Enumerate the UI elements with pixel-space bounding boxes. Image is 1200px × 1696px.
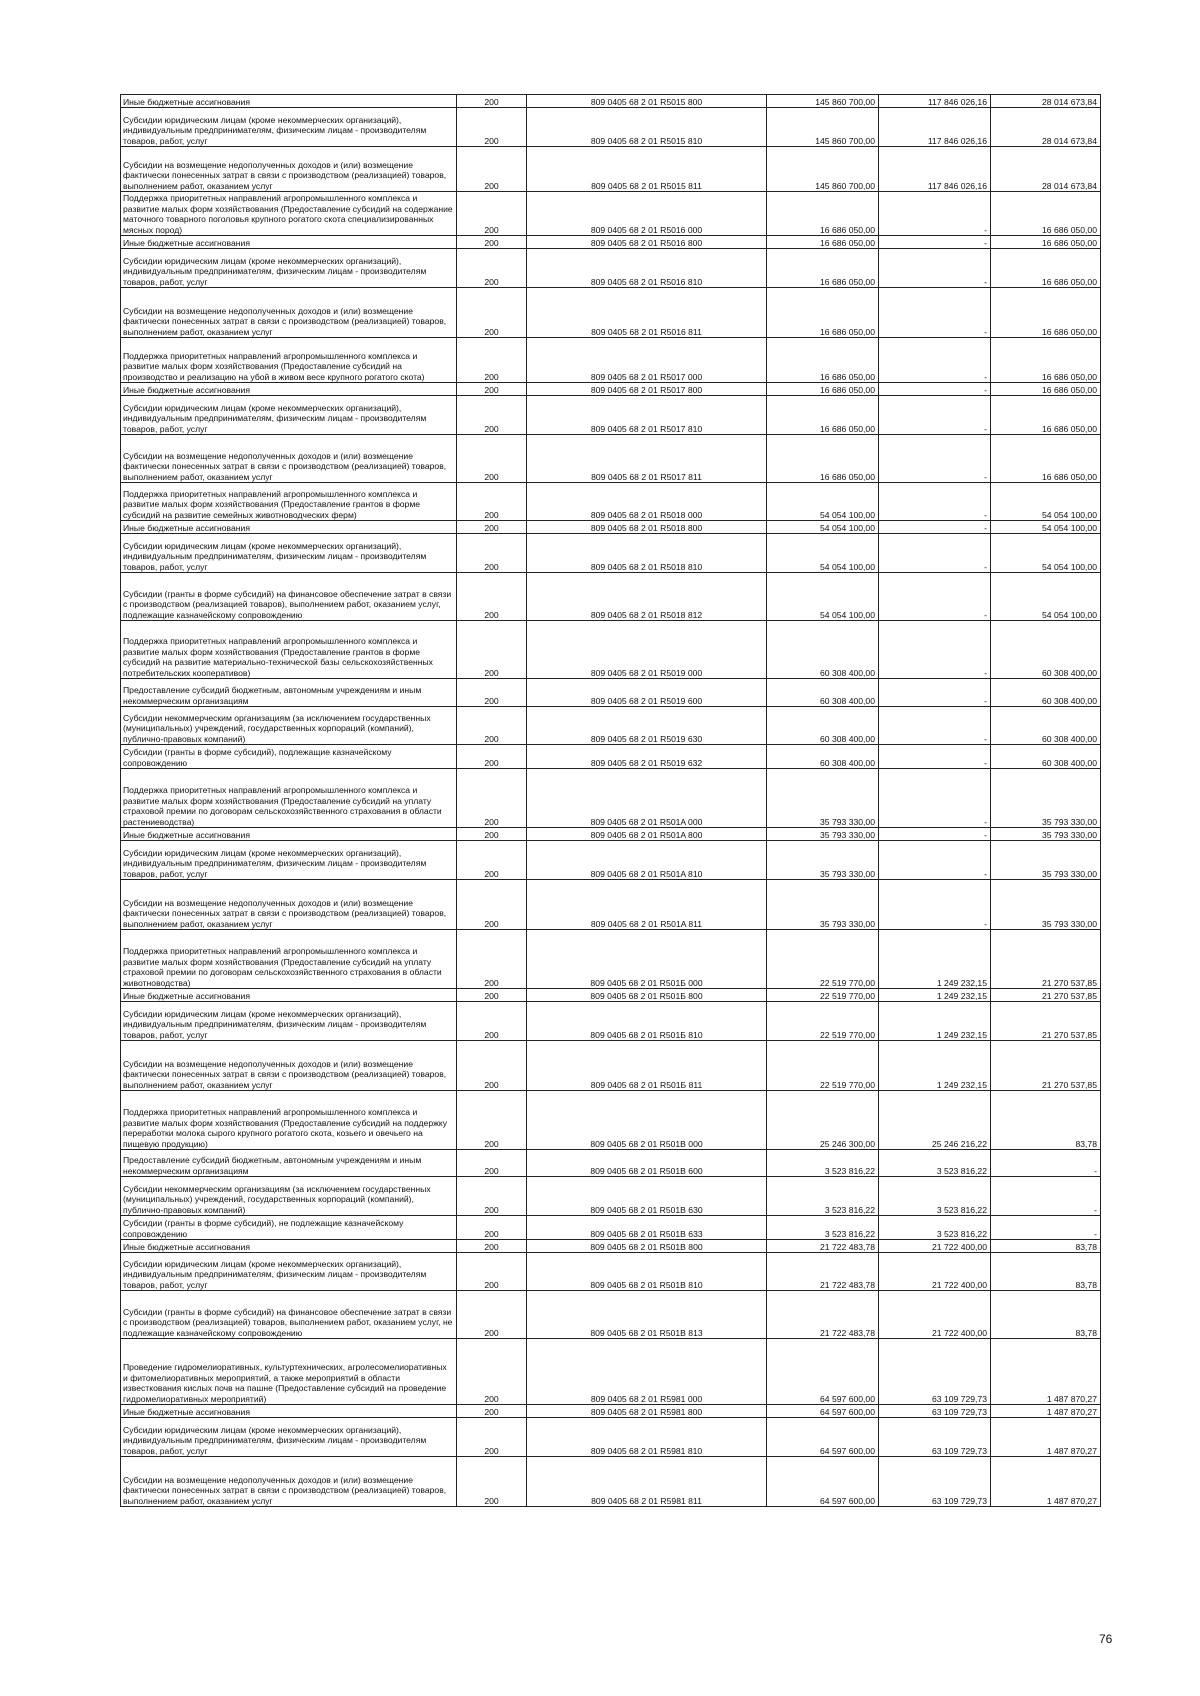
row-unexecuted-amount: 54 054 100,00	[991, 521, 1101, 534]
row-description: Иные бюджетные ассигнования	[121, 383, 457, 396]
row-description: Иные бюджетные ассигнования	[121, 1240, 457, 1253]
row-unexecuted-amount: -	[991, 1177, 1101, 1216]
row-approved-amount: 21 722 483,78	[767, 1240, 879, 1253]
row-description: Иные бюджетные ассигнования	[121, 95, 457, 108]
row-classification-code: 809 0405 68 2 01 R5019 000	[527, 621, 767, 679]
row-approved-amount: 21 722 483,78	[767, 1253, 879, 1291]
table-row	[121, 1339, 1101, 1405]
row-description: Поддержка приоритетных направлений агропромышленного комплекса и развитие малых форм хозяйствования (Предоставление субсидий на уплату страховой премии по договорам сельскохозяйственного страхования в области животноводства)	[121, 930, 457, 989]
row-executed-amount: 1 249 232,15	[879, 989, 991, 1002]
row-executed-amount: -	[879, 396, 991, 435]
row-unexecuted-amount: 35 793 330,00	[991, 769, 1101, 828]
row-classification-code: 809 0405 68 2 01 R5016 810	[527, 249, 767, 288]
row-executed-amount: 63 109 729,73	[879, 1457, 991, 1507]
row-code: 200	[457, 1405, 527, 1418]
row-classification-code: 809 0405 68 2 01 R501A 800	[527, 828, 767, 841]
row-classification-code: 809 0405 68 2 01 R501В 600	[527, 1150, 767, 1177]
budget-execution-table	[120, 94, 1101, 1507]
row-approved-amount: 35 793 330,00	[767, 828, 879, 841]
row-code: 200	[457, 288, 527, 338]
row-unexecuted-amount: 54 054 100,00	[991, 534, 1101, 573]
row-description: Поддержка приоритетных направлений агропромышленного комплекса и развитие малых форм хозяйствования (Предоставление субсидий на производство и реализацию на убой в живом весе крупного рогатого скота)	[121, 338, 457, 383]
table-row	[121, 1240, 1101, 1253]
row-description: Субсидии юридическим лицам (кроме некоммерческих организаций), индивидуальным предпринимателям, физическим лицам - производителям товаров, работ, услуг	[121, 108, 457, 147]
row-unexecuted-amount: 28 014 673,84	[991, 108, 1101, 147]
table-row	[121, 435, 1101, 483]
row-classification-code: 809 0405 68 2 01 R5018 812	[527, 573, 767, 621]
row-classification-code: 809 0405 68 2 01 R5981 800	[527, 1405, 767, 1418]
row-executed-amount: -	[879, 679, 991, 707]
table-row	[121, 1041, 1101, 1091]
row-code: 200	[457, 1253, 527, 1291]
row-classification-code: 809 0405 68 2 01 R501В 633	[527, 1216, 767, 1240]
row-code: 200	[457, 396, 527, 435]
row-unexecuted-amount: 21 270 537,85	[991, 930, 1101, 989]
table-row	[121, 679, 1101, 707]
row-approved-amount: 16 686 050,00	[767, 236, 879, 249]
table-row	[121, 707, 1101, 745]
row-executed-amount: -	[879, 828, 991, 841]
row-description: Предоставление субсидий бюджетным, автономным учреждениям и иным некоммерческим организациям	[121, 679, 457, 707]
row-approved-amount: 54 054 100,00	[767, 483, 879, 521]
row-executed-amount: 25 246 216,22	[879, 1091, 991, 1150]
row-executed-amount: -	[879, 236, 991, 249]
row-approved-amount: 16 686 050,00	[767, 288, 879, 338]
row-executed-amount: 63 109 729,73	[879, 1339, 991, 1405]
row-approved-amount: 16 686 050,00	[767, 383, 879, 396]
row-code: 200	[457, 435, 527, 483]
row-description: Проведение гидромелиоративных, культуртехнических, агролесомелиоративных и фитомелиоративных мероприятий, а также мероприятий в области известкования кислых почв на пашне (Предоставление субсидий на проведение гидромелиоративных мероприятий)	[121, 1339, 457, 1405]
row-code: 200	[457, 483, 527, 521]
row-unexecuted-amount: 16 686 050,00	[991, 383, 1101, 396]
row-code: 200	[457, 534, 527, 573]
table-row	[121, 1091, 1101, 1150]
row-code: 200	[457, 1091, 527, 1150]
table-row	[121, 236, 1101, 249]
row-description: Субсидии (гранты в форме субсидий), не подлежащие казначейскому сопровождению	[121, 1216, 457, 1240]
row-description: Субсидии юридическим лицам (кроме некоммерческих организаций), индивидуальным предпринимателям, физическим лицам - производителям товаров, работ, услуг	[121, 396, 457, 435]
table-row	[121, 1418, 1101, 1457]
row-approved-amount: 21 722 483,78	[767, 1291, 879, 1339]
row-classification-code: 809 0405 68 2 01 R5018 000	[527, 483, 767, 521]
row-executed-amount: -	[879, 521, 991, 534]
row-classification-code: 809 0405 68 2 01 R501Б 800	[527, 989, 767, 1002]
row-executed-amount: -	[879, 534, 991, 573]
row-approved-amount: 60 308 400,00	[767, 707, 879, 745]
table-row	[121, 288, 1101, 338]
row-description: Поддержка приоритетных направлений агропромышленного комплекса и развитие малых форм хозяйствования (Предоставление субсидий на уплату страховой премии по договорам сельскохозяйственного страхования в области растениеводства)	[121, 769, 457, 828]
row-executed-amount: 1 249 232,15	[879, 930, 991, 989]
row-classification-code: 809 0405 68 2 01 R501A 000	[527, 769, 767, 828]
row-unexecuted-amount: 16 686 050,00	[991, 338, 1101, 383]
row-description: Субсидии некоммерческим организациям (за исключением государственных (муниципальных) учреждений, государственных корпораций (компаний), публично-правовых компаний)	[121, 1177, 457, 1216]
row-unexecuted-amount: 1 487 870,27	[991, 1457, 1101, 1507]
row-approved-amount: 54 054 100,00	[767, 534, 879, 573]
table-body	[121, 95, 1101, 1507]
row-approved-amount: 35 793 330,00	[767, 880, 879, 930]
row-executed-amount: 63 109 729,73	[879, 1418, 991, 1457]
row-unexecuted-amount: 1 487 870,27	[991, 1339, 1101, 1405]
row-classification-code: 809 0405 68 2 01 R501Б 000	[527, 930, 767, 989]
row-code: 200	[457, 95, 527, 108]
row-description: Иные бюджетные ассигнования	[121, 236, 457, 249]
table-row	[121, 338, 1101, 383]
row-code: 200	[457, 1339, 527, 1405]
row-unexecuted-amount: 83,78	[991, 1091, 1101, 1150]
row-executed-amount: -	[879, 288, 991, 338]
table-row	[121, 1457, 1101, 1507]
row-unexecuted-amount: 16 686 050,00	[991, 236, 1101, 249]
row-executed-amount: -	[879, 707, 991, 745]
row-approved-amount: 64 597 600,00	[767, 1339, 879, 1405]
row-code: 200	[457, 1291, 527, 1339]
row-unexecuted-amount: 60 308 400,00	[991, 745, 1101, 769]
row-code: 200	[457, 383, 527, 396]
row-classification-code: 809 0405 68 2 01 R5019 632	[527, 745, 767, 769]
row-executed-amount: -	[879, 841, 991, 880]
row-approved-amount: 22 519 770,00	[767, 989, 879, 1002]
table-row	[121, 95, 1101, 108]
table-row	[121, 745, 1101, 769]
row-unexecuted-amount: 35 793 330,00	[991, 841, 1101, 880]
row-classification-code: 809 0405 68 2 01 R5981 000	[527, 1339, 767, 1405]
row-unexecuted-amount: 28 014 673,84	[991, 147, 1101, 192]
row-description: Субсидии на возмещение недополученных доходов и (или) возмещение фактически понесенных затрат в связи с производством (реализацией) товаров, выполнением работ, оказанием услуг	[121, 880, 457, 930]
table-row	[121, 521, 1101, 534]
row-code: 200	[457, 1418, 527, 1457]
row-description: Поддержка приоритетных направлений агропромышленного комплекса и развитие малых форм хозяйствования (Предоставление субсидий на поддержку переработки молока сырого крупного рогатого скота, козьего и овечьего на пищевую продукцию)	[121, 1091, 457, 1150]
row-approved-amount: 16 686 050,00	[767, 435, 879, 483]
row-approved-amount: 22 519 770,00	[767, 1002, 879, 1041]
row-executed-amount: 21 722 400,00	[879, 1240, 991, 1253]
row-classification-code: 809 0405 68 2 01 R501A 810	[527, 841, 767, 880]
table-row	[121, 383, 1101, 396]
row-executed-amount: -	[879, 383, 991, 396]
row-approved-amount: 35 793 330,00	[767, 769, 879, 828]
row-unexecuted-amount: 16 686 050,00	[991, 192, 1101, 236]
table-row	[121, 573, 1101, 621]
row-classification-code: 809 0405 68 2 01 R5016 800	[527, 236, 767, 249]
row-code: 200	[457, 880, 527, 930]
row-approved-amount: 145 860 700,00	[767, 147, 879, 192]
row-classification-code: 809 0405 68 2 01 R501В 813	[527, 1291, 767, 1339]
row-executed-amount: 21 722 400,00	[879, 1253, 991, 1291]
row-unexecuted-amount: 54 054 100,00	[991, 483, 1101, 521]
row-unexecuted-amount: 60 308 400,00	[991, 679, 1101, 707]
row-executed-amount: 117 846 026,16	[879, 108, 991, 147]
row-description: Субсидии на возмещение недополученных доходов и (или) возмещение фактически понесенных затрат в связи с производством (реализацией) товаров, выполнением работ, оказанием услуг	[121, 435, 457, 483]
row-description: Субсидии (гранты в форме субсидий) на финансовое обеспечение затрат в связи с производством (реализацией) товаров, выполнением работ, оказанием услуг, не подлежащие казначейскому сопровождению	[121, 1291, 457, 1339]
row-approved-amount: 3 523 816,22	[767, 1150, 879, 1177]
row-description: Субсидии (гранты в форме субсидий), подлежащие казначейскому сопровождению	[121, 745, 457, 769]
row-unexecuted-amount: 1 487 870,27	[991, 1405, 1101, 1418]
row-approved-amount: 16 686 050,00	[767, 338, 879, 383]
table-row	[121, 989, 1101, 1002]
row-unexecuted-amount: -	[991, 1150, 1101, 1177]
row-description: Предоставление субсидий бюджетным, автономным учреждениям и иным некоммерческим организациям	[121, 1150, 457, 1177]
row-unexecuted-amount: 16 686 050,00	[991, 396, 1101, 435]
row-code: 200	[457, 930, 527, 989]
row-executed-amount: 3 523 816,22	[879, 1216, 991, 1240]
row-executed-amount: 117 846 026,16	[879, 147, 991, 192]
row-classification-code: 809 0405 68 2 01 R501Б 810	[527, 1002, 767, 1041]
row-executed-amount: 63 109 729,73	[879, 1405, 991, 1418]
row-executed-amount: 3 523 816,22	[879, 1177, 991, 1216]
table-row	[121, 1150, 1101, 1177]
table-row	[121, 483, 1101, 521]
table-row	[121, 841, 1101, 880]
row-unexecuted-amount: 60 308 400,00	[991, 707, 1101, 745]
row-unexecuted-amount: 21 270 537,85	[991, 1002, 1101, 1041]
row-approved-amount: 54 054 100,00	[767, 573, 879, 621]
row-executed-amount: -	[879, 483, 991, 521]
row-approved-amount: 64 597 600,00	[767, 1457, 879, 1507]
row-classification-code: 809 0405 68 2 01 R5018 800	[527, 521, 767, 534]
row-unexecuted-amount: 60 308 400,00	[991, 621, 1101, 679]
row-classification-code: 809 0405 68 2 01 R5019 600	[527, 679, 767, 707]
row-unexecuted-amount: 16 686 050,00	[991, 249, 1101, 288]
row-description: Иные бюджетные ассигнования	[121, 1405, 457, 1418]
table-row	[121, 192, 1101, 236]
row-unexecuted-amount: 28 014 673,84	[991, 95, 1101, 108]
row-executed-amount: -	[879, 769, 991, 828]
row-code: 200	[457, 769, 527, 828]
row-code: 200	[457, 1216, 527, 1240]
table-row	[121, 621, 1101, 679]
row-code: 200	[457, 573, 527, 621]
row-code: 200	[457, 108, 527, 147]
row-description: Поддержка приоритетных направлений агропромышленного комплекса и развитие малых форм хозяйствования (Предоставление грантов в форме субсидий на развитие материально-технической базы сельскохозяйственных потребительских кооперативов)	[121, 621, 457, 679]
row-unexecuted-amount: 35 793 330,00	[991, 828, 1101, 841]
row-code: 200	[457, 707, 527, 745]
row-executed-amount: 21 722 400,00	[879, 1291, 991, 1339]
table-row	[121, 1291, 1101, 1339]
row-code: 200	[457, 1041, 527, 1091]
row-code: 200	[457, 1240, 527, 1253]
row-code: 200	[457, 236, 527, 249]
row-classification-code: 809 0405 68 2 01 R5981 811	[527, 1457, 767, 1507]
row-code: 200	[457, 1177, 527, 1216]
row-classification-code: 809 0405 68 2 01 R5017 810	[527, 396, 767, 435]
row-classification-code: 809 0405 68 2 01 R5018 810	[527, 534, 767, 573]
row-code: 200	[457, 338, 527, 383]
row-description: Субсидии юридическим лицам (кроме некоммерческих организаций), индивидуальным предпринимателям, физическим лицам - производителям товаров, работ, услуг	[121, 1002, 457, 1041]
row-approved-amount: 22 519 770,00	[767, 1041, 879, 1091]
row-classification-code: 809 0405 68 2 01 R5016 000	[527, 192, 767, 236]
table-row	[121, 1002, 1101, 1041]
row-description: Субсидии на возмещение недополученных доходов и (или) возмещение фактически понесенных затрат в связи с производством (реализацией) товаров, выполнением работ, оказанием услуг	[121, 1041, 457, 1091]
row-unexecuted-amount: 21 270 537,85	[991, 1041, 1101, 1091]
row-approved-amount: 64 597 600,00	[767, 1418, 879, 1457]
table-row	[121, 1253, 1101, 1291]
row-code: 200	[457, 249, 527, 288]
row-code: 200	[457, 621, 527, 679]
row-code: 200	[457, 192, 527, 236]
table-row	[121, 930, 1101, 989]
row-unexecuted-amount: -	[991, 1216, 1101, 1240]
row-approved-amount: 64 597 600,00	[767, 1405, 879, 1418]
row-description: Субсидии юридическим лицам (кроме некоммерческих организаций), индивидуальным предпринимателям, физическим лицам - производителям товаров, работ, услуг	[121, 1418, 457, 1457]
row-classification-code: 809 0405 68 2 01 R5017 000	[527, 338, 767, 383]
row-description: Субсидии юридическим лицам (кроме некоммерческих организаций), индивидуальным предпринимателям, физическим лицам - производителям товаров, работ, услуг	[121, 534, 457, 573]
table-row	[121, 828, 1101, 841]
row-approved-amount: 35 793 330,00	[767, 841, 879, 880]
row-classification-code: 809 0405 68 2 01 R5019 630	[527, 707, 767, 745]
row-approved-amount: 22 519 770,00	[767, 930, 879, 989]
row-unexecuted-amount: 83,78	[991, 1291, 1101, 1339]
table-row	[121, 769, 1101, 828]
row-executed-amount: 1 249 232,15	[879, 1002, 991, 1041]
row-code: 200	[457, 1002, 527, 1041]
row-classification-code: 809 0405 68 2 01 R5015 810	[527, 108, 767, 147]
row-description: Субсидии юридическим лицам (кроме некоммерческих организаций), индивидуальным предпринимателям, физическим лицам - производителям товаров, работ, услуг	[121, 249, 457, 288]
row-classification-code: 809 0405 68 2 01 R5981 810	[527, 1418, 767, 1457]
row-description: Субсидии на возмещение недополученных доходов и (или) возмещение фактически понесенных затрат в связи с производством (реализацией) товаров, выполнением работ, оказанием услуг	[121, 288, 457, 338]
row-description: Субсидии некоммерческим организациям (за исключением государственных (муниципальных) учреждений, государственных корпораций (компаний), публично-правовых компаний)	[121, 707, 457, 745]
table-row	[121, 249, 1101, 288]
row-code: 200	[457, 679, 527, 707]
row-approved-amount: 145 860 700,00	[767, 95, 879, 108]
row-code: 200	[457, 1457, 527, 1507]
row-classification-code: 809 0405 68 2 01 R501В 800	[527, 1240, 767, 1253]
table-row	[121, 880, 1101, 930]
row-code: 200	[457, 828, 527, 841]
row-approved-amount: 25 246 300,00	[767, 1091, 879, 1150]
row-approved-amount: 145 860 700,00	[767, 108, 879, 147]
row-classification-code: 809 0405 68 2 01 R501В 630	[527, 1177, 767, 1216]
row-unexecuted-amount: 16 686 050,00	[991, 435, 1101, 483]
row-unexecuted-amount: 54 054 100,00	[991, 573, 1101, 621]
row-unexecuted-amount: 83,78	[991, 1253, 1101, 1291]
row-executed-amount: -	[879, 435, 991, 483]
row-classification-code: 809 0405 68 2 01 R501В 000	[527, 1091, 767, 1150]
table-row	[121, 534, 1101, 573]
table-row	[121, 1405, 1101, 1418]
row-description: Иные бюджетные ассигнования	[121, 989, 457, 1002]
row-description: Поддержка приоритетных направлений агропромышленного комплекса и развитие малых форм хозяйствования (Предоставление субсидий на содержание маточного товарного поголовья крупного рогатого скота специализированных мясных пород)	[121, 192, 457, 236]
row-description: Субсидии юридическим лицам (кроме некоммерческих организаций), индивидуальным предпринимателям, физическим лицам - производителям товаров, работ, услуг	[121, 841, 457, 880]
row-executed-amount: -	[879, 338, 991, 383]
page-number: 76	[1099, 1632, 1113, 1646]
row-executed-amount: 117 846 026,16	[879, 95, 991, 108]
row-classification-code: 809 0405 68 2 01 R501A 811	[527, 880, 767, 930]
row-executed-amount: -	[879, 573, 991, 621]
row-executed-amount: 3 523 816,22	[879, 1150, 991, 1177]
table-row	[121, 147, 1101, 192]
row-approved-amount: 3 523 816,22	[767, 1177, 879, 1216]
table-row	[121, 1216, 1101, 1240]
row-classification-code: 809 0405 68 2 01 R5015 800	[527, 95, 767, 108]
row-unexecuted-amount: 83,78	[991, 1240, 1101, 1253]
row-code: 200	[457, 745, 527, 769]
table-row	[121, 108, 1101, 147]
row-executed-amount: -	[879, 192, 991, 236]
row-approved-amount: 60 308 400,00	[767, 745, 879, 769]
row-classification-code: 809 0405 68 2 01 R5017 800	[527, 383, 767, 396]
row-code: 200	[457, 521, 527, 534]
row-description: Субсидии (гранты в форме субсидий) на финансовое обеспечение затрат в связи с производством (реализацией товаров), выполнением работ, оказанием услуг, подлежащие казначейскому сопровождению	[121, 573, 457, 621]
row-description: Иные бюджетные ассигнования	[121, 828, 457, 841]
row-description: Субсидии на возмещение недополученных доходов и (или) возмещение фактически понесенных затрат в связи с производством (реализацией) товаров, выполнением работ, оказанием услуг	[121, 147, 457, 192]
row-unexecuted-amount: 16 686 050,00	[991, 288, 1101, 338]
row-approved-amount: 54 054 100,00	[767, 521, 879, 534]
row-description: Иные бюджетные ассигнования	[121, 521, 457, 534]
table-row	[121, 396, 1101, 435]
row-executed-amount: 1 249 232,15	[879, 1041, 991, 1091]
row-approved-amount: 16 686 050,00	[767, 396, 879, 435]
row-approved-amount: 16 686 050,00	[767, 192, 879, 236]
row-classification-code: 809 0405 68 2 01 R5017 811	[527, 435, 767, 483]
row-approved-amount: 3 523 816,22	[767, 1216, 879, 1240]
row-unexecuted-amount: 35 793 330,00	[991, 880, 1101, 930]
row-executed-amount: -	[879, 745, 991, 769]
row-code: 200	[457, 147, 527, 192]
row-classification-code: 809 0405 68 2 01 R501Б 811	[527, 1041, 767, 1091]
row-unexecuted-amount: 1 487 870,27	[991, 1418, 1101, 1457]
row-code: 200	[457, 1150, 527, 1177]
row-classification-code: 809 0405 68 2 01 R5016 811	[527, 288, 767, 338]
row-executed-amount: -	[879, 880, 991, 930]
row-approved-amount: 60 308 400,00	[767, 621, 879, 679]
row-code: 200	[457, 841, 527, 880]
row-unexecuted-amount: 21 270 537,85	[991, 989, 1101, 1002]
row-executed-amount: -	[879, 621, 991, 679]
row-description: Поддержка приоритетных направлений агропромышленного комплекса и развитие малых форм хозяйствования (Предоставление грантов в форме субсидий на развитие семейных животноводческих ферм)	[121, 483, 457, 521]
row-executed-amount: -	[879, 249, 991, 288]
row-approved-amount: 16 686 050,00	[767, 249, 879, 288]
row-classification-code: 809 0405 68 2 01 R501В 810	[527, 1253, 767, 1291]
row-description: Субсидии на возмещение недополученных доходов и (или) возмещение фактически понесенных затрат в связи с производством (реализацией) товаров, выполнением работ, оказанием услуг	[121, 1457, 457, 1507]
row-description: Субсидии юридическим лицам (кроме некоммерческих организаций), индивидуальным предпринимателям, физическим лицам - производителям товаров, работ, услуг	[121, 1253, 457, 1291]
table-row	[121, 1177, 1101, 1216]
row-approved-amount: 60 308 400,00	[767, 679, 879, 707]
row-classification-code: 809 0405 68 2 01 R5015 811	[527, 147, 767, 192]
row-code: 200	[457, 989, 527, 1002]
